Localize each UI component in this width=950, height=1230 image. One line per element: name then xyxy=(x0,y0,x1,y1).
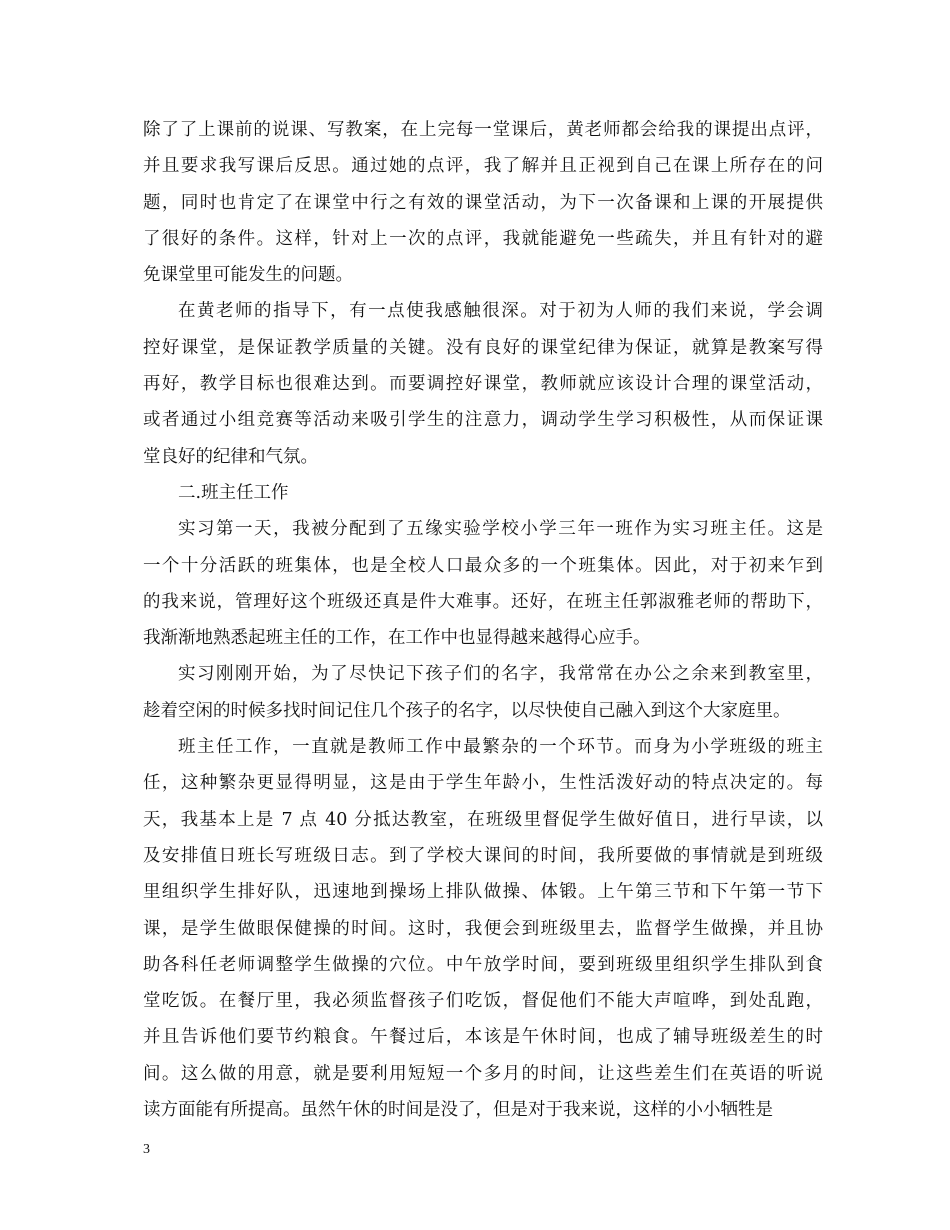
text-line: 课，是学生做眼保健操的时间。这时，我便会到班级里去，监督学生做操，并且协 xyxy=(143,918,823,939)
text-line: 间。这么做的用意，就是要利用短短一个多月的时间，让这些差生们在英语的听说 xyxy=(143,1063,823,1084)
text-line: 堂良好的纪律和气氛。 xyxy=(143,446,318,467)
text-line: 班主任工作，一直就是教师工作中最繁杂的一个环节。而身为小学班级的班主 xyxy=(178,737,823,758)
text-line: 除了了上课前的说课、写教案，在上完每一堂课后，黄老师都会给我的课提出点评， xyxy=(143,120,823,140)
text-line: 再好，教学目标也很难达到。而要调控好课堂，教师就应该设计合理的课堂活动， xyxy=(143,374,823,395)
text-line: 及安排值日班长写班级日志。到了学校大课间的时间，我所要做的事情就是到班级 xyxy=(143,845,823,866)
text-line: 里组织学生排好队，迅速地到操场上排队做操、体锻。上午第三节和下午第一节下 xyxy=(143,882,823,903)
text-line: 天，我基本上是 7 点 40 分抵达教室，在班级里督促学生做好值日，进行早读，以 xyxy=(143,809,823,830)
text-line: 或者通过小组竞赛等活动来吸引学生的注意力，调动学生学习积极性，从而保证课 xyxy=(143,410,823,431)
text-line: 在黄老师的指导下，有一点使我感触很深。对于初为人师的我们来说，学会调 xyxy=(178,301,823,322)
text-line: 助各科任老师调整学生做操的穴位。中午放学时间，要到班级里组织学生排队到食 xyxy=(143,954,823,975)
text-line: 堂吃饭。在餐厅里，我必须监督孩子们吃饭，督促他们不能大声喧哗，到处乱跑， xyxy=(143,991,823,1012)
body-paragraph xyxy=(143,112,823,293)
text-line: 并且告诉他们要节约粮食。午餐过后，本该是午休时间，也成了辅导班级差生的时 xyxy=(143,1027,823,1048)
text-line: 实习第一天，我被分配到了五缘实验学校小学三年一班作为实习班主任。这是 xyxy=(178,519,823,540)
text-line: 二.班主任工作 xyxy=(178,482,289,503)
body-paragraph xyxy=(143,293,823,474)
text-line: 趁着空闲的时候多找时间记住几个孩子的名字，以尽快使自己融入到这个大家庭里。 xyxy=(143,700,791,721)
text-line: 任，这种繁杂更显得明显，这是由于学生年龄小，生性活泼好动的特点决定的。每 xyxy=(143,773,823,794)
text-line: 题，同时也肯定了在课堂中行之有效的课堂活动，为下一次备课和上课的开展提供 xyxy=(143,192,823,213)
text-line: 并且要求我写课后反思。通过她的点评，我了解并且正视到自己在课上所存在的问 xyxy=(143,156,823,177)
text-line: 了很好的条件。这样，针对上一次的点评，我就能避免一些疏失，并且有针对的避 xyxy=(143,228,823,249)
document-body xyxy=(143,112,823,1128)
body-paragraph xyxy=(143,656,823,729)
page-number: 3 xyxy=(143,1142,150,1157)
body-paragraph xyxy=(143,511,823,656)
text-line: 读方面能有所提高。虽然午休的时间是没了，但是对于我来说，这样的小小牺牲是 xyxy=(143,1100,773,1121)
text-line: 的我来说，管理好这个班级还真是件大难事。还好，在班主任郭淑雅老师的帮助下， xyxy=(143,591,823,612)
body-paragraph xyxy=(143,475,823,511)
text-line: 实习刚刚开始，为了尽快记下孩子们的名字，我常常在办公之余来到教室里， xyxy=(178,664,823,685)
text-line: 一个十分活跃的班集体，也是全校人口最众多的一个班集体。因此，对于初来乍到 xyxy=(143,555,823,576)
text-line: 我渐渐地熟悉起班主任的工作，在工作中也显得越来越得心应手。 xyxy=(143,628,651,649)
text-line: 控好课堂，是保证教学质量的关键。没有良好的课堂纪律为保证，就算是教案写得 xyxy=(143,337,823,358)
body-paragraph xyxy=(143,729,823,1128)
text-line: 免课堂里可能发生的问题。 xyxy=(143,265,353,286)
